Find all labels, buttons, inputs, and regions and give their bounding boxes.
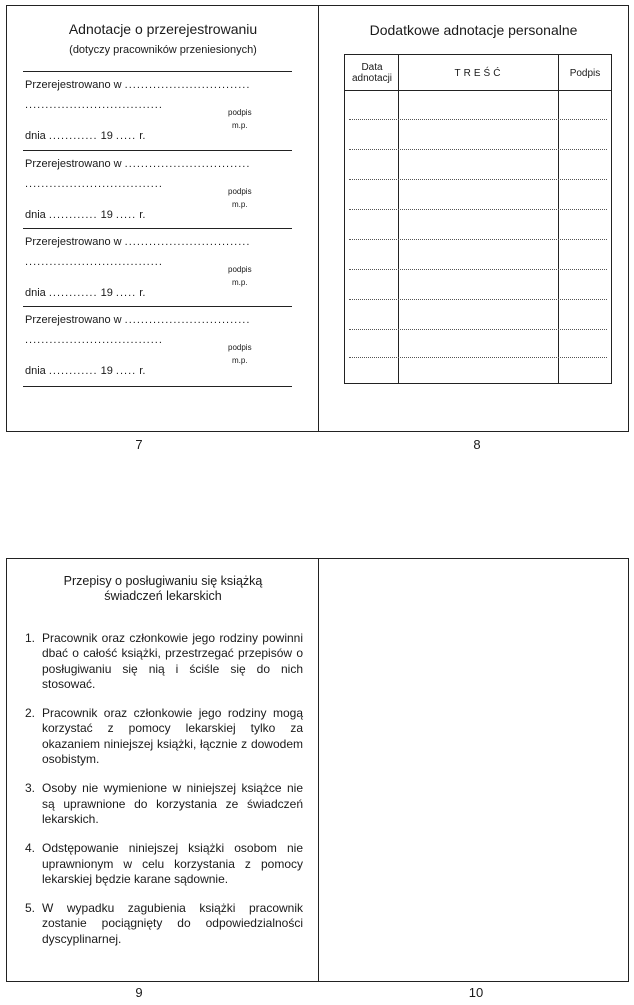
- rule-number: 1.: [25, 631, 36, 645]
- page-7-subtitle: (dotyczy pracowników przeniesionych): [69, 44, 257, 56]
- column-header-date-line1: Data: [361, 62, 383, 73]
- rule-text: Odstępowanie niniejszej książki osobom nie uprawnionym w celu korzystania z pomocy lekarskiej będzie karane sądownie.: [42, 841, 303, 886]
- list-item: [25, 631, 303, 692]
- date-label: dnia: [25, 287, 46, 299]
- stamp-label: m.p.: [232, 278, 248, 287]
- rule-number: 2.: [25, 706, 36, 721]
- list-item: [25, 706, 303, 767]
- page-7-title: Adnotacje o przerejestrowaniu: [68, 21, 258, 37]
- rule-text: Pracownik oraz członkowie jego rodziny powinni dbać o całość książki, przestrzegać przepisów o posługiwaniu się nią i ściśle się do nich stosować.: [42, 631, 303, 691]
- date-label: dnia: [25, 130, 46, 142]
- column-divider: [558, 55, 559, 383]
- reregistration-block: Przerejestrowano w ............................... .................................. podpis m.p. dnia ............ 19 ..... r.: [25, 158, 252, 221]
- year-prefix: 19: [100, 365, 113, 377]
- divider: [23, 150, 292, 151]
- page-number: 8: [473, 437, 481, 452]
- rule-number: 5.: [25, 901, 36, 916]
- registered-label: Przerejestrowano w: [25, 236, 122, 248]
- year-prefix: 19: [100, 209, 113, 221]
- year-suffix: r.: [139, 130, 146, 142]
- page-9-rules: [6, 558, 320, 982]
- table-row-line: [349, 357, 607, 358]
- column-header-signature: Podpis: [569, 68, 601, 79]
- signature-label: podpis: [228, 265, 252, 274]
- rules-list: [25, 631, 303, 961]
- reregistration-block: Przerejestrowano w ............................... .................................. podpis m.p. dnia ............ 19 ..... r.: [25, 236, 252, 299]
- rule-number: 4.: [25, 841, 36, 856]
- registered-label: Przerejestrowano w: [25, 158, 122, 170]
- page-8-personal-notes: [318, 5, 629, 432]
- notes-table: [344, 54, 612, 384]
- table-row-line: [349, 329, 607, 330]
- page-9-title-line1: Przepisy o posługiwaniu się książką: [63, 574, 263, 588]
- page-10-blank: [318, 558, 629, 982]
- rule-text: Osoby nie wymienione w niniejszej książce nie są uprawnione do korzystania ze świadczeń lekarskich.: [42, 781, 303, 826]
- year-prefix: 19: [100, 287, 113, 299]
- year-suffix: r.: [139, 209, 146, 221]
- list-item: [25, 841, 303, 887]
- list-item: [25, 901, 303, 947]
- table-row-line: [349, 299, 607, 300]
- list-item: [25, 781, 303, 827]
- stamp-label: m.p.: [232, 121, 248, 130]
- column-header-date-line2: adnotacji: [351, 73, 393, 84]
- signature-label: podpis: [228, 187, 252, 196]
- table-row-line: [349, 149, 607, 150]
- date-label: dnia: [25, 209, 46, 221]
- date-label: dnia: [25, 365, 46, 377]
- page-number: 9: [135, 985, 143, 1000]
- year-prefix: 19: [100, 130, 113, 142]
- signature-label: podpis: [228, 343, 252, 352]
- table-row-line: [349, 239, 607, 240]
- table-row-line: [349, 119, 607, 120]
- table-row-line: [349, 209, 607, 210]
- page-9-title: [7, 574, 319, 604]
- divider: [23, 71, 292, 72]
- page-7-reregistration: [6, 5, 320, 432]
- header-divider: [345, 90, 611, 91]
- registered-label: Przerejestrowano w: [25, 79, 122, 91]
- rule-text: W wypadku zagubienia książki pracownik zostanie pociągnięty do odpowiedzialności dyscyplinarnej.: [42, 901, 303, 946]
- reregistration-block: Przerejestrowano w ............................... .................................. podpis m.p. dnia ............ 19 ..... r.: [25, 314, 252, 377]
- reregistration-block: Przerejestrowano w ............................... .................................. podpis m.p. dnia ............ 19 ..... r.: [25, 79, 252, 142]
- page-number: 10: [468, 985, 484, 1000]
- year-suffix: r.: [139, 365, 146, 377]
- rule-text: Pracownik oraz członkowie jego rodziny mogą korzystać z pomocy lekarskiej tylko za okazaniem niniejszej książki, łącznie z dowodem osobistym.: [42, 706, 303, 767]
- divider: [23, 228, 292, 229]
- column-header-date: [345, 62, 399, 84]
- registered-label: Przerejestrowano w: [25, 314, 122, 326]
- stamp-label: m.p.: [232, 200, 248, 209]
- page-8-title: Dodatkowe adnotacje personalne: [369, 22, 578, 38]
- stamp-label: m.p.: [232, 356, 248, 365]
- signature-label: podpis: [228, 108, 252, 117]
- column-header-content: TREŚĆ: [454, 68, 504, 79]
- table-row-line: [349, 269, 607, 270]
- column-divider: [398, 55, 399, 383]
- divider: [23, 386, 292, 387]
- divider: [23, 306, 292, 307]
- table-row-line: [349, 179, 607, 180]
- page-number: 7: [135, 437, 143, 452]
- page-9-title-line2: świadczeń lekarskich: [104, 589, 222, 603]
- rule-number: 3.: [25, 781, 36, 796]
- year-suffix: r.: [139, 287, 146, 299]
